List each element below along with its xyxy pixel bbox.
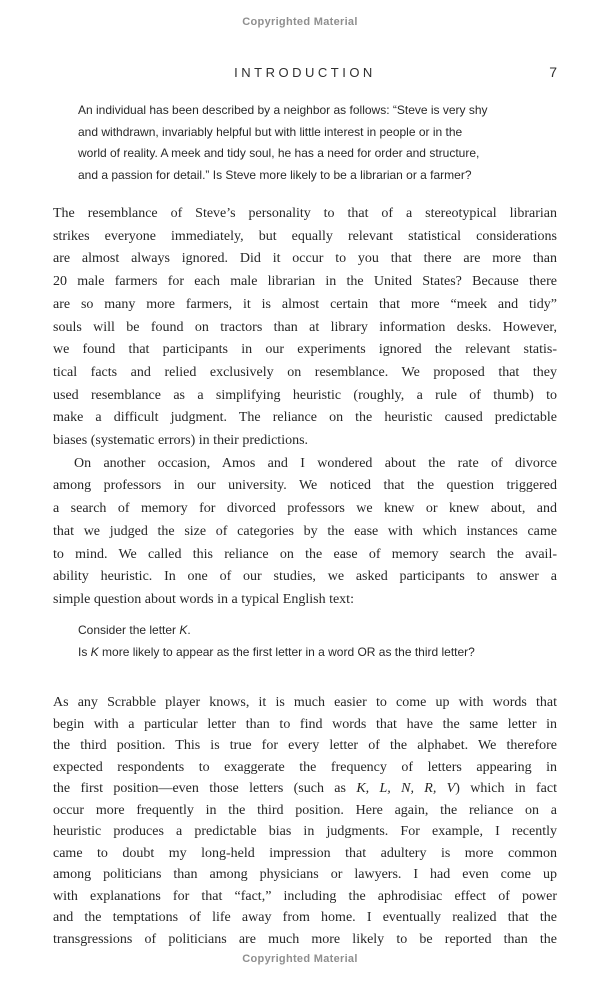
text-line: the third position. This is true for every letter of the alphabet. We therefore <box>53 738 557 753</box>
body-text <box>53 203 557 612</box>
text-line: among professors in our university. We noticed that the question triggered <box>53 478 557 494</box>
text-line: 20 male farmers for each male librarian in the United States? Because there <box>53 274 557 290</box>
text-line: As any Scrabble player knows, it is much easier to come up with words that <box>53 695 557 710</box>
italic-letter: K <box>179 623 188 637</box>
text-line: souls will be found on tractors than at library information desks. However, <box>53 319 557 335</box>
text-line: we found that participants in our experiments ignored the relevant statis- <box>53 342 557 358</box>
copyright-notice-bottom: Copyrighted Material <box>242 953 358 965</box>
italic-letter: K <box>90 645 99 659</box>
text-line: among politicians than among physicians or lawyers. I had even come up <box>53 867 557 882</box>
text-line: tical facts and relied exclusively on resemblance. We proposed that they <box>53 364 557 380</box>
text-segment: Consider the letter <box>78 623 180 637</box>
text-line: An individual has been described by a neighbor as follows: “Steve is very shy <box>78 103 488 117</box>
text-line: are almost always ignored. Did it occur to you that there are more than <box>53 251 557 267</box>
text-line: simple question about words in a typical English text: <box>53 591 354 607</box>
text-line: a search of memory for divorced professors we knew or knew about, and <box>53 501 557 517</box>
text-segment: Is <box>78 645 91 659</box>
text-segment: the first position—even those letters (such as <box>53 781 357 796</box>
text-line: strikes everyone immediately, but equally relevant statistical considerations <box>53 228 557 244</box>
text-line: biases (systematic errors) in their predictions. <box>53 433 309 449</box>
running-head <box>53 64 557 82</box>
text-line <box>78 619 555 641</box>
text-line: with explanations for that “fact,” including the aphrodisiac effect of power <box>53 888 557 904</box>
italic-letters: K, L, N, R, V <box>356 781 456 796</box>
paragraph-2 <box>53 453 557 612</box>
text-line: are so many more farmers, it is almost certain that more “meek and tidy” <box>53 296 557 312</box>
text-line: and withdrawn, invariably helpful but with little interest in people or in the <box>78 124 463 139</box>
text-line: used resemblance as a simplifying heuristic (roughly, a rule of thumb) to <box>53 387 557 403</box>
text-line: make a difficult judgment. The reliance on the heuristic caused predictable <box>53 410 557 426</box>
text-line: world of reality. A meek and tidy soul, he has a need for order and structure, <box>78 146 480 160</box>
text-line: On another occasion, Amos and I wondered about the rate of divorce <box>74 455 557 471</box>
text-line: The resemblance of Steve’s personality to that of a stereotypical librarian <box>53 206 557 221</box>
chapter-title: INTRODUCTION <box>234 65 376 80</box>
epigraph-quote <box>78 100 555 186</box>
text-line: occur more frequently in the third position. Here again, the reliance on a <box>53 802 557 818</box>
text-line: and the temptations of life away from home. I eventually realized that the <box>53 910 557 925</box>
text-line: that we judged the size of categories by the ease with which instances came <box>53 523 557 539</box>
text-line: heuristic produces a predictable bias in judgments. For example, I recently <box>53 824 557 839</box>
paragraph-1 <box>53 203 557 453</box>
text-line <box>53 778 557 800</box>
copyright-notice-top: Copyrighted Material <box>242 16 358 28</box>
letter-question-quote <box>78 619 555 663</box>
text-segment: ) which in fact <box>455 781 557 796</box>
text-segment: . <box>187 623 191 637</box>
text-line <box>78 641 555 663</box>
text-line: to mind. We called this reliance on the ease of memory search the avail- <box>53 546 557 562</box>
text-line: and a passion for detail.” Is Steve more likely to be a librarian or a farmer? <box>78 167 472 182</box>
text-line: ability heuristic. In one of our studies, we asked participants to answer a <box>53 569 557 585</box>
text-segment: more likely to appear as the first letter in a word OR as the third letter? <box>98 645 475 659</box>
text-line: came to doubt my long-held impression that adultery is more common <box>53 845 557 861</box>
page-number: 7 <box>549 64 557 80</box>
text-line: transgressions of politicians are much more likely to be reported than the <box>53 931 557 947</box>
paragraph-3 <box>53 692 557 950</box>
text-line: expected respondents to exaggerate the frequency of letters appearing in <box>53 759 557 775</box>
text-line: begin with a particular letter than to find words that have the same letter in <box>53 716 557 732</box>
